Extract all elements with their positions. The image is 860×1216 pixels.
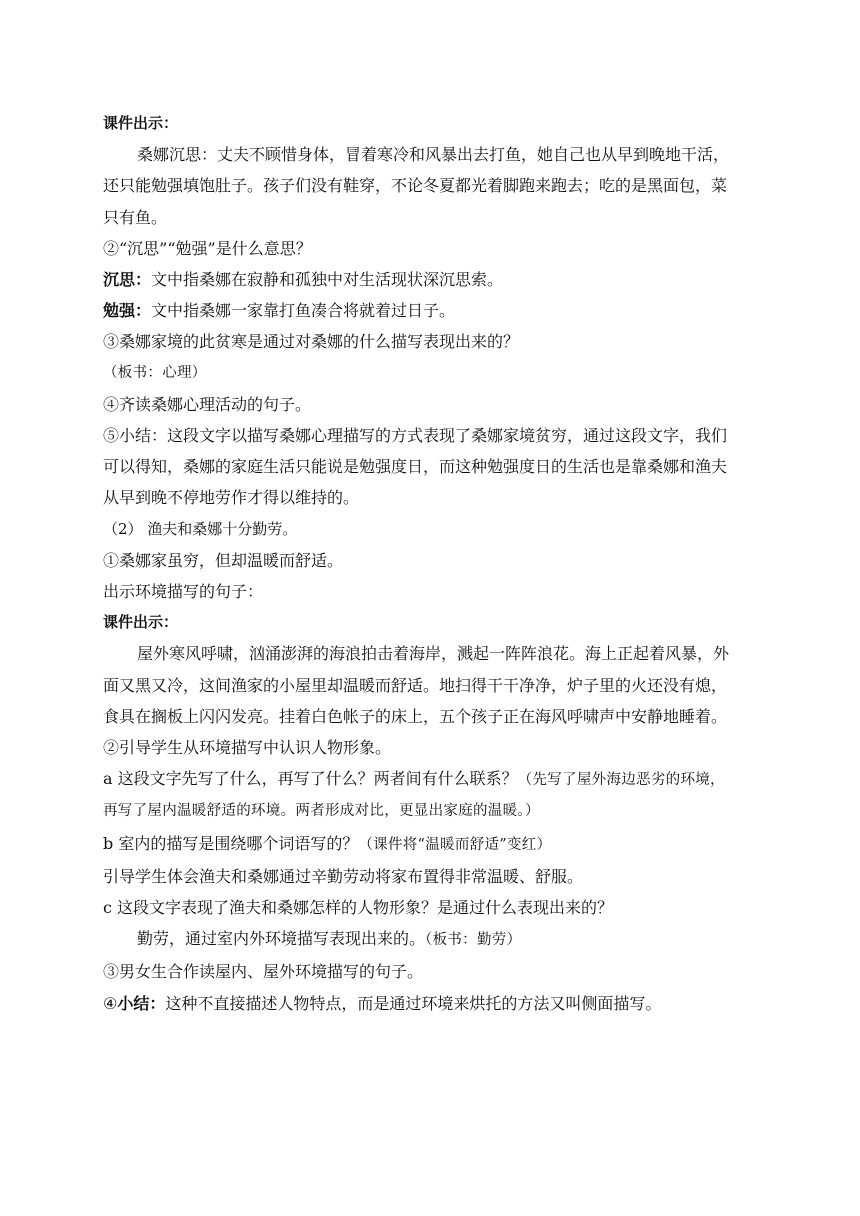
definition-chensi-text: 文中指桑娜在寂静和孤独中对生活现状深沉思索。 (151, 270, 504, 290)
answer-text: 勤劳，通过室内外环境描写表现出来的。 (137, 929, 426, 949)
question-a-note: （先写了屋外海边恶劣的环境， (517, 772, 725, 789)
summary-term: 小结： (117, 993, 166, 1013)
question-b-text: b 室内的描写是围绕哪个词语写的？ (103, 833, 359, 853)
question-a (103, 763, 783, 796)
question-b (103, 828, 783, 861)
question-4-read: ④齐读桑娜心理活动的句子。 (103, 394, 312, 414)
board-note-psychology: （板书：心理） (103, 364, 207, 381)
quote-1-line-2: 还只能勉强填饱肚子。孩子们没有鞋穿，不论冬夏都光着脚跑来跑去；吃的是黑面包，菜 (103, 176, 728, 196)
section-2-question-2: ②引导学生从环境描写中认识人物形象。 (103, 738, 392, 758)
section-2-summary (103, 988, 783, 1019)
summary-line-1: ⑤小结：这段文字以描写桑娜心理描写的方式表现了桑娜家境贫穷，通过这段文字，我们 (103, 426, 728, 446)
guide-text: 引导学生体会渔夫和桑娜通过辛勤劳动将家布置得非常温暖、舒服。 (103, 866, 584, 886)
board-note-diligent: （板书：勤劳） (425, 932, 522, 949)
answer-diligent (103, 923, 783, 956)
question-3-description: ③桑娜家境的此贫寒是通过对桑娜的什么描写表现出来的？ (103, 332, 520, 352)
definition-chensi (103, 264, 783, 295)
summary-line-2: 可以得知，桑娜的家庭生活只能说是勉强度日，而这种勉强度日的生活也是靠桑娜和渔夫 (103, 457, 728, 477)
section-2-question-3: ③男女生合作读屋内、屋外环境描写的句子。 (103, 962, 424, 982)
quote-2-line-1: 屋外寒风呼啸，汹涌澎湃的海浪拍击着海岸，溅起一阵阵浪花。海上正起着风暴，外 (137, 644, 730, 664)
courseware-heading-1: 课件出示： (103, 114, 179, 132)
definition-mianqiang-term: 勉强： (103, 301, 152, 321)
quote-2-line-2: 面又黑又冷，这间渔家的小屋里却温暖而舒适。地扫得干干净净，炉子里的火还没有熄， (103, 675, 728, 695)
summary-prefix: ④ (103, 993, 118, 1013)
definition-chensi-term: 沉思： (103, 270, 152, 290)
question-c: c 这段文字表现了渔夫和桑娜怎样的人物形象？是通过什么表现出来的？ (103, 898, 614, 918)
definition-mianqiang-text: 文中指桑娜一家靠打鱼凑合将就着过日子。 (151, 301, 456, 321)
question-b-note: （课件将“温暖而舒适”变红） (358, 836, 552, 853)
quote-2-line-3: 食具在搁板上闪闪发亮。挂着白色帐子的床上，五个孩子正在海风呼啸声中安静地睡着。 (103, 706, 728, 726)
courseware-heading-2: 课件出示： (103, 613, 179, 632)
quote-1-line-1: 桑娜沉思：丈夫不顾惜身体，冒着寒冷和风暴出去打鱼，她自己也从早到晚地干活， (137, 145, 730, 165)
summary-line-3: 从早到晚不停地劳作才得以维持的。 (103, 488, 360, 508)
section-2-point-1: ①桑娜家虽穷，但却温暖而舒适。 (103, 550, 344, 570)
section-2-show-sentences: 出示环境描写的句子： (103, 582, 264, 602)
summary-text: 这种不直接描述人物特点，而是通过环境来烘托的方法又叫侧面描写。 (165, 993, 662, 1013)
definition-mianqiang (103, 295, 783, 326)
question-2-meaning: ②“沉思”“勉强”是什么意思？ (103, 238, 312, 258)
question-a-note-cont: 再写了屋内温暖舒适的环境。两者形成对比，更显出家庭的温暖。） (103, 803, 540, 820)
quote-1-line-3: 只有鱼。 (103, 207, 168, 227)
document-page (103, 108, 783, 1019)
section-2-title: （2） 渔夫和桑娜十分勤劳。 (103, 519, 298, 538)
question-a-text: a 这段文字先写了什么，再写了什么？两者间有什么联系？ (103, 769, 518, 789)
